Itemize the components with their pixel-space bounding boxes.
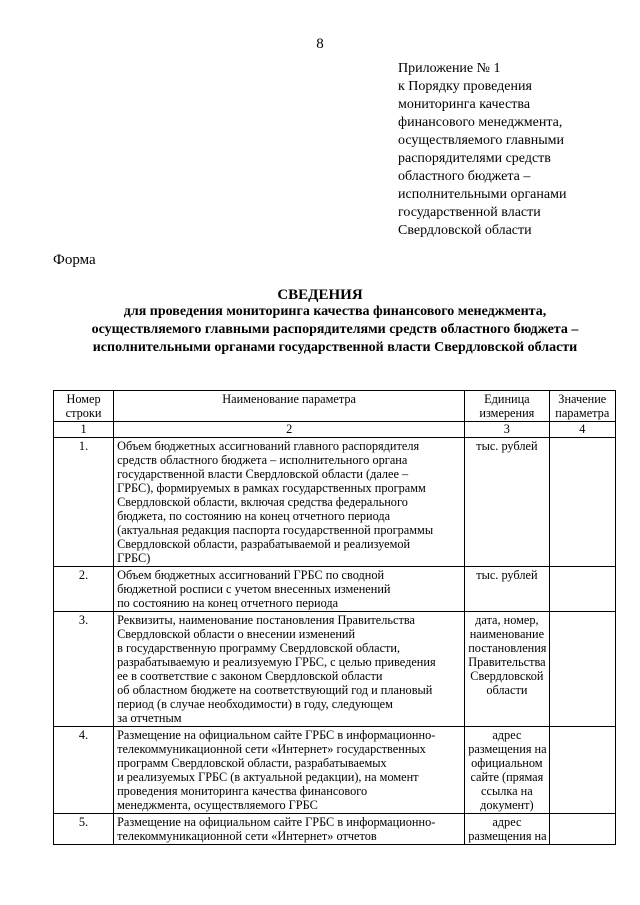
table-row — [54, 438, 616, 567]
subtitle-line: осуществляемого главными распорядителями средств областного бюджета – — [91, 322, 579, 337]
unit-line: наименование — [469, 627, 545, 641]
unit-line: постановления — [468, 641, 547, 655]
appendix-line: мониторинга качества — [398, 97, 531, 112]
parameter-name-line: и реализуемых ГРБС (в актуальной редакции), на момент — [117, 770, 419, 784]
parameter-name — [114, 612, 465, 727]
parameter-name — [114, 727, 465, 814]
parameter-name-line: Свердловской области, включая средства федерального — [117, 495, 408, 509]
page-number: 8 — [316, 36, 324, 52]
parameter-name-line: средств областного бюджета – исполнительного органа — [117, 453, 408, 467]
parameter-name-line: телекоммуникационной сети «Интернет» государственных — [117, 742, 426, 756]
unit-of-measure — [465, 727, 549, 814]
unit-line: ссылка на — [481, 784, 533, 798]
parameter-value — [549, 612, 615, 727]
parameter-name-line: за отчетным — [117, 711, 182, 725]
parameter-name-line: программ Свердловской области, разрабатываемых — [117, 756, 387, 770]
parameter-name — [114, 567, 465, 612]
column-index-row — [54, 422, 616, 438]
appendix-line: финансового менеджмента, — [398, 115, 563, 130]
unit-line: размещения на — [468, 742, 547, 756]
parameter-value — [549, 567, 615, 612]
appendix-line: к Порядку проведения — [398, 79, 532, 94]
column-index: 1 — [54, 422, 114, 438]
appendix-line: исполнительными органами — [398, 187, 567, 202]
parameter-name-line: бюджетной росписи с учетом внесенных изменений — [117, 582, 391, 596]
parameter-name-line: менеджмента, осуществляемого ГРБС — [117, 798, 318, 812]
table-row — [54, 567, 616, 612]
parameter-name-line: ее в соответствие с законом Свердловской области — [117, 669, 383, 683]
parameter-name-line: по состоянию на конец отчетного периода — [117, 596, 339, 610]
unit-line: области — [486, 683, 528, 697]
unit-of-measure — [465, 814, 549, 845]
appendix-line: Приложение № 1 — [398, 61, 501, 76]
form-label: Форма — [53, 252, 96, 268]
parameter-name-line: об областном бюджете на соответствующий год и плановый — [117, 683, 433, 697]
column-index: 3 — [465, 422, 549, 438]
parameter-name-line: Объем бюджетных ассигнований главного распорядителя — [117, 439, 420, 453]
unit-line: документ) — [480, 798, 534, 812]
column-header-line: строки — [65, 406, 102, 420]
parameter-name-line: Реквизиты, наименование постановления Правительства — [117, 613, 415, 627]
unit-line: официальном — [471, 756, 543, 770]
appendix-line: областного бюджета – — [398, 169, 531, 184]
parameter-name-line: Свердловской области о внесении изменений — [117, 627, 356, 641]
column-header-line: Наименование параметра — [222, 392, 356, 406]
appendix-line: Свердловской области — [398, 223, 532, 238]
parameter-name-line: в государственную программу Свердловской области, — [117, 641, 401, 655]
unit-of-measure — [465, 567, 549, 612]
unit-line: Свердловской — [470, 669, 544, 683]
unit-line: дата, номер, — [475, 613, 539, 627]
parameter-name-line: Размещение на официальном сайте ГРБС в информационно- — [117, 815, 436, 829]
column-header — [54, 391, 114, 422]
column-header-line: Значение — [558, 392, 607, 406]
column-index: 2 — [114, 422, 465, 438]
row-number: 1. — [54, 438, 114, 567]
parameter-name-line: Размещение на официальном сайте ГРБС в информационно- — [117, 728, 436, 742]
column-header-line: Единица — [484, 392, 530, 406]
column-header — [549, 391, 615, 422]
parameter-name-line: период (в случае необходимости) в году, следующем — [117, 697, 393, 711]
parameter-name-line: государственной власти Свердловской области (далее – — [117, 467, 409, 481]
unit-line: сайте (прямая — [470, 770, 544, 784]
parameter-name-line: Объем бюджетных ассигнований ГРБС по сводной — [117, 568, 385, 582]
row-number: 2. — [54, 567, 114, 612]
appendix-line: распорядителями средств — [398, 151, 551, 166]
parameter-name — [114, 814, 465, 845]
column-index: 4 — [549, 422, 615, 438]
table-row — [54, 612, 616, 727]
column-header — [114, 391, 465, 422]
unit-line: тыс. рублей — [476, 568, 538, 582]
parameter-name — [114, 438, 465, 567]
unit-line: адрес — [492, 815, 522, 829]
appendix-line: осуществляемого главными — [398, 133, 564, 148]
subtitle-line: исполнительными органами государственной власти Свердловской области — [92, 340, 578, 355]
parameter-name-line: проведения мониторинга качества финансового — [117, 784, 368, 798]
row-number: 4. — [54, 727, 114, 814]
parameter-value — [549, 438, 615, 567]
parameter-name-line: ГРБС) — [117, 551, 151, 565]
unit-line: размещения на — [468, 829, 547, 843]
parameter-name-line: телекоммуникационной сети «Интернет» отчетов — [117, 829, 377, 843]
unit-line: адрес — [492, 728, 522, 742]
unit-of-measure — [465, 438, 549, 567]
parameter-name-line: бюджета, по состоянию на конец отчетного периода — [117, 509, 391, 523]
row-number: 5. — [54, 814, 114, 845]
document-subtitle — [40, 303, 630, 357]
unit-line: тыс. рублей — [476, 439, 538, 453]
monitoring-table — [53, 390, 616, 845]
subtitle-line: для проведения мониторинга качества финансового менеджмента, — [123, 304, 547, 319]
appendix-note — [398, 60, 618, 240]
table-header-row — [54, 391, 616, 422]
column-header-line: параметра — [555, 406, 610, 420]
parameter-name-line: ГРБС), формируемых в рамках государственных программ — [117, 481, 426, 495]
appendix-line: государственной власти — [398, 205, 541, 220]
unit-line: Правительства — [468, 655, 546, 669]
column-header-line: Номер — [66, 392, 101, 406]
parameter-value — [549, 814, 615, 845]
parameter-name-line: Свердловской области, разрабатываемой и реализуемой — [117, 537, 411, 551]
column-header-line: измерения — [479, 406, 535, 420]
document-title: СВЕДЕНИЯ — [277, 287, 363, 303]
column-header — [465, 391, 549, 422]
parameter-name-line: (актуальная редакция паспорта государственной программы — [117, 523, 434, 537]
parameter-value — [549, 727, 615, 814]
table-row — [54, 814, 616, 845]
unit-of-measure — [465, 612, 549, 727]
row-number: 3. — [54, 612, 114, 727]
table-row — [54, 727, 616, 814]
parameter-name-line: разрабатываемую и реализуемую ГРБС, с целью приведения — [117, 655, 436, 669]
